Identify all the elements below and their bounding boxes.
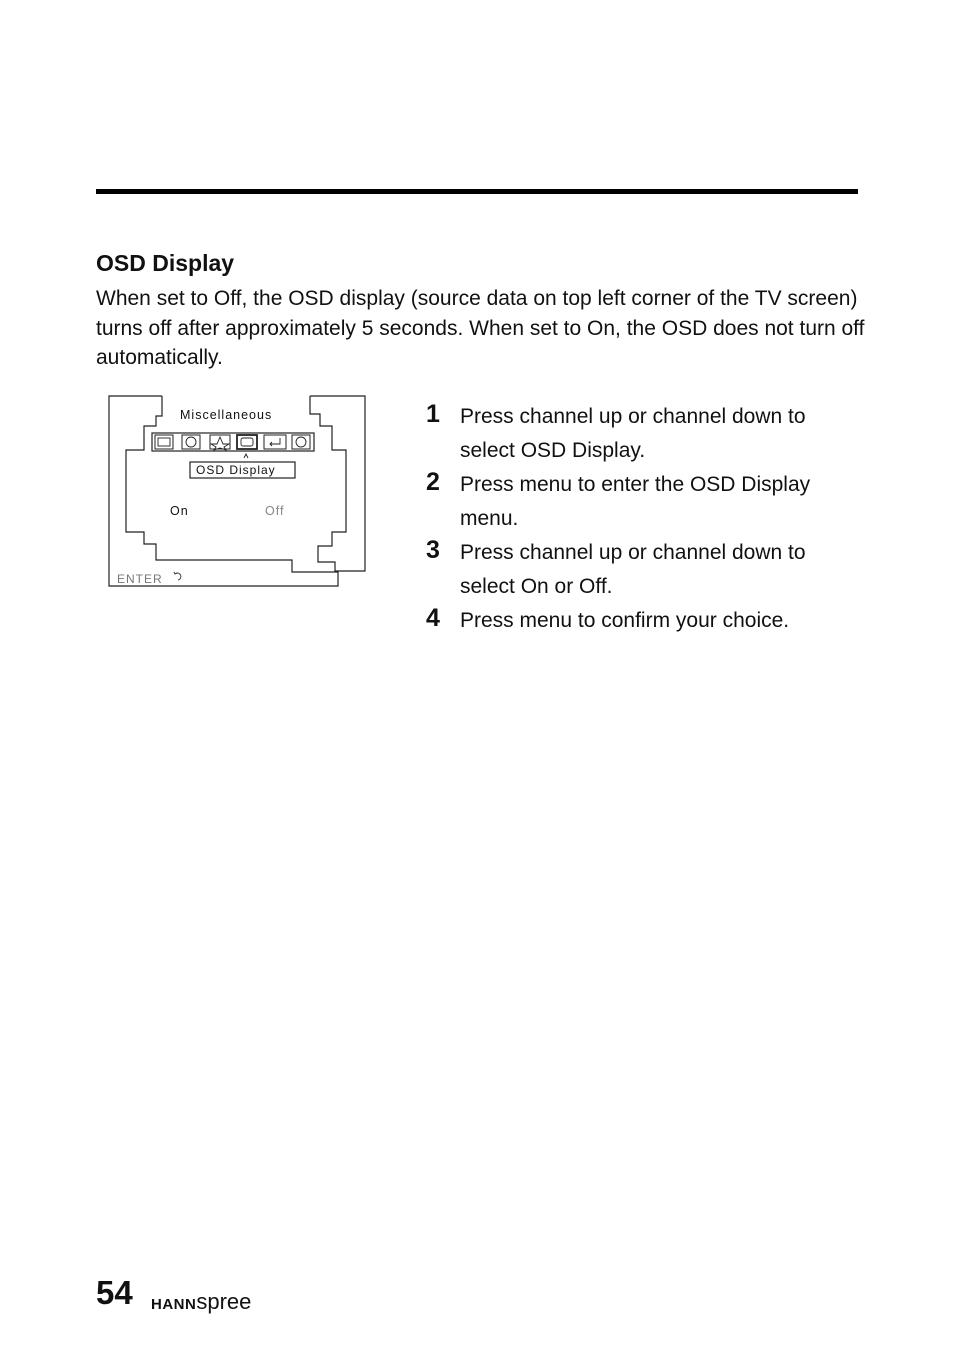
- step-text: Press menu to confirm your choice.: [460, 609, 790, 632]
- brand-logo: [151, 1289, 251, 1315]
- step-item: [426, 468, 866, 536]
- step-number: 1: [426, 400, 440, 428]
- osd-enter-label: ENTER: [117, 572, 163, 586]
- osd-selected-item: OSD Display: [196, 463, 276, 477]
- step-text: Press channel up or channel down to select On or Off.: [460, 541, 806, 598]
- top-rule: [96, 189, 858, 194]
- brand-light: spree: [196, 1289, 252, 1314]
- section-heading: OSD Display: [96, 250, 235, 276]
- step-item: [426, 536, 866, 604]
- step-text: Press menu to enter the OSD Display menu.: [460, 473, 811, 530]
- misc-icon: [237, 435, 257, 449]
- osd-option-off: Off: [265, 504, 285, 518]
- step-text: Press channel up or channel down to select OSD Display.: [460, 405, 806, 462]
- brand-bold: HANN: [151, 1296, 197, 1313]
- intro-paragraph: When set to Off, the OSD display (source data on top left corner of the TV screen) turns off after approximately 5 seconds. When set to On, the OSD does not turn off automatically.: [96, 287, 865, 369]
- input-icon: [264, 435, 286, 449]
- osd-menu-diagram: [104, 392, 370, 592]
- instruction-steps: [426, 400, 866, 638]
- step-item: [426, 400, 866, 468]
- osd-menu-title: Miscellaneous: [180, 408, 273, 422]
- step-number: 4: [426, 604, 440, 632]
- step-number: 2: [426, 468, 440, 496]
- step-item: [426, 604, 866, 638]
- step-number: 3: [426, 536, 440, 564]
- page-number: 54: [96, 1274, 133, 1311]
- osd-frame-graphic: [104, 392, 370, 592]
- osd-option-on: On: [170, 504, 189, 518]
